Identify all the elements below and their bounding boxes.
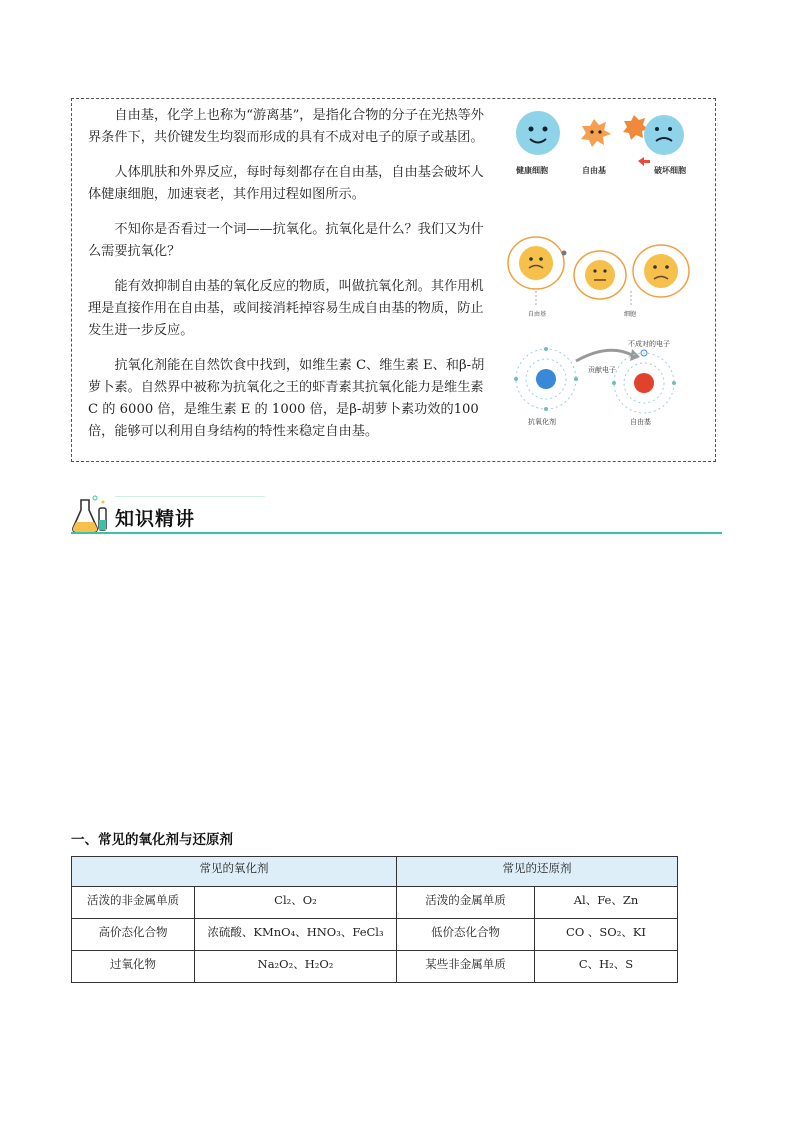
- table-cell: 过氧化物: [72, 951, 195, 983]
- intro-paragraph-5: 抗氧化剂能在自然饮食中找到，如维生素 C、维生素 E、和β-胡萝卜素。自然界中被称为抗氧化之王的虾青素其抗氧化能力是维生素 C 的 6000 倍，是维生素 E 的 1000 倍，是β-胡萝卜素功效的100倍，能够可以利用自身结构的特性来稳定自由基。: [88, 358, 485, 439]
- intro-paragraph-2: 人体肌肤和外界反应，每时每刻都存在自由基，自由基会破坏人体健康细胞，加速衰老，其作用过程如图所示。: [88, 165, 484, 202]
- radical-process-illustration: [506, 233, 700, 321]
- label-damaged-cell: 破坏细胞: [654, 166, 686, 175]
- label-unpaired-electron: 不成对的电子: [628, 340, 670, 348]
- table-cell: Na₂O₂、H₂O₂: [195, 951, 397, 983]
- table-cell: 活泼的金属单质: [397, 887, 535, 919]
- table-cell: 高价态化合物: [72, 919, 195, 951]
- section-rule: [71, 532, 722, 534]
- table-cell: Al、Fe、Zn: [535, 887, 678, 919]
- label-radical-2: 自由基: [528, 311, 547, 318]
- label-antioxidant: 抗氧化剂: [528, 418, 556, 426]
- table-header-row: [72, 857, 678, 887]
- table-cell: 低价态化合物: [397, 919, 535, 951]
- table-cell: CO 、SO₂、KI: [535, 919, 678, 951]
- table-cell: 浓硫酸、KMnO₄、HNO₃、FeCl₃: [195, 919, 397, 951]
- label-healthy-cell: 健康细胞: [516, 166, 548, 175]
- intro-paragraph-3: 不知你是否看过一个词——抗氧化。抗氧化是什么？我们又为什么需要抗氧化？: [88, 222, 484, 259]
- section-rule-thin: [115, 496, 265, 497]
- section-title: 知识精讲: [115, 508, 196, 530]
- intro-box: [71, 98, 716, 462]
- flask-icon: [71, 494, 111, 534]
- table-row: [72, 887, 678, 919]
- header-oxidants: 常见的氧化剂: [72, 857, 397, 887]
- label-radical-3: 自由基: [630, 418, 651, 426]
- section-header: [71, 492, 722, 536]
- label-cell-2: 细胞: [624, 311, 637, 318]
- table-cell: C、H₂、S: [535, 951, 678, 983]
- intro-text: [88, 105, 486, 456]
- figure-radical-process: [506, 233, 700, 321]
- figure-antioxidant: [508, 337, 684, 429]
- table-cell: 某些非金属单质: [397, 951, 535, 983]
- label-free-radical: 自由基: [582, 166, 606, 175]
- table-heading: 一、常见的氧化剂与还原剂: [71, 832, 233, 848]
- table-row: [72, 951, 678, 983]
- reagent-table: [71, 856, 678, 983]
- figure-cell-damage: [504, 105, 704, 177]
- intro-paragraph-4: 能有效抑制自由基的氧化反应的物质，叫做抗氧化剂。其作用机理是直接作用在自由基，或间接消耗掉容易生成自由基的物质，防止发生进一步反应。: [88, 279, 484, 338]
- label-donate-electron: 贡献电子: [588, 366, 616, 374]
- antioxidant-illustration: [508, 337, 684, 429]
- table-row: [72, 919, 678, 951]
- table-cell: 活泼的非金属单质: [72, 887, 195, 919]
- intro-paragraph-1: 自由基，化学上也称为“游离基”，是指化合物的分子在光热等外界条件下，共价键发生均裂而形成的具有不成对电子的原子或基团。: [88, 108, 484, 145]
- header-reductants: 常见的还原剂: [397, 857, 678, 887]
- table-cell: Cl₂、O₂: [195, 887, 397, 919]
